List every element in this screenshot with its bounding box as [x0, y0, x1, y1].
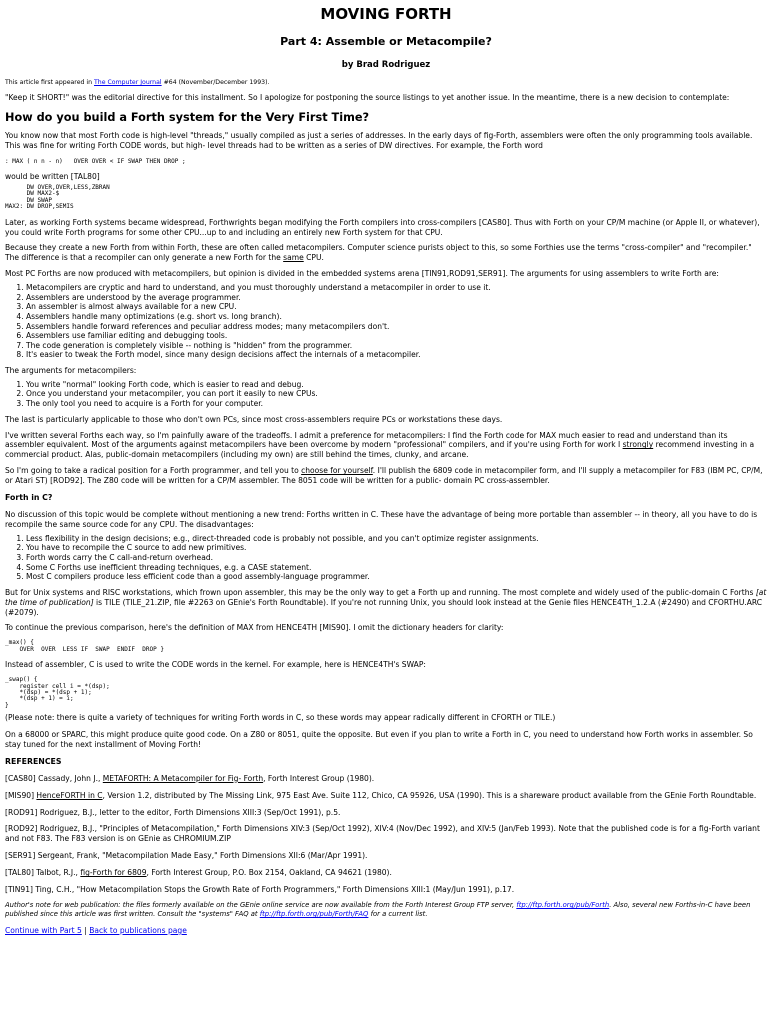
back-to-publications-link[interactable]: Back to publications page [89, 926, 187, 935]
forth-in-c-heading [5, 493, 767, 503]
comparison-paragraph: To continue the previous comparison, here's the definition of MAX from HENCE4TH [MIS90]. I omit the dictionary headers for clarity: [5, 623, 504, 633]
ref-tal80-title: fig-Forth for 6809 [80, 868, 147, 878]
threads-paragraph: You know now that most Forth code is high-level "threads," usually compiled as just a series of addresses. In the early days of fig-Forth, assemblers were often the only programming tools available. This was fine for writing Forth CODE words, but high- level threads had to be written as a series of DW directives. For example, the Forth word [5, 130, 753, 150]
tradeoffs-text-1: I've written several Forths each way, so I'm painfully aware of the tradeoffs. I admit a preference for metacompilers: I find the Forth code for MAX much easier to read and understand than its assembler equivalent. Most of the arguments against metacompilers have been overcome by modern "professional" compilers, and if you're using Forth for work I [5, 430, 728, 450]
section-heading: How do you build a Forth system for the Very First Time? [5, 110, 370, 124]
ref-mis90-text-2: , Version 1.2, distributed by The Missing Link, 975 East Ave. Suite 112, Chico, CA 95926, USA (1990). This is a shareware product available from the GEnie Forth Roundtable. [102, 790, 757, 800]
swap-intro-paragraph: Instead of assembler, C is used to write the CODE words in the kernel. For example, here is HENCE4TH's SWAP: [5, 660, 426, 670]
unix-text-2: is TILE (TILE_21.ZIP, file #2263 on GEnie's Forth Roundtable). If you're not running Unix, you should look instead at the Genie files HENCE4TH_1.2.A (#2490) and CFORTHU.ARC (#2079). [5, 597, 763, 617]
ref-mis90-text-1: [MIS90] [5, 790, 37, 800]
assembler-arguments-list [5, 283, 767, 360]
publication-time-note: [at the time of publication] [5, 587, 767, 607]
unix-text-1: But for Unix systems and RISC workstations, which frown upon assembler, this may be the only way to get a Forth up and running. The most complete and widely used of the public-domain C Forths [5, 587, 756, 597]
metacompilers-text-1: Because they create a new Forth from within Forth, these are often called metacompilers. Computer science purists object to this, so some Forthies use the terms "cross-compiler" and "recompiler." The difference is that a recompiler can only generate a new Forth for the [5, 243, 752, 263]
forth-in-c-label: Forth in C? [5, 493, 53, 503]
last-argument-paragraph: The last is particularly applicable to those who don't own PCs, since most cross-assemblers require PCs or workstations these days. [5, 414, 503, 424]
list-item: 2. You have to recompile the C source to add new primitives. [26, 543, 767, 553]
list-item: 4. Some C Forths use inefficient threading techniques, e.g. a CASE statement. [26, 563, 767, 573]
footer-navigation [5, 926, 767, 935]
metacompilers-paragraph [5, 243, 767, 263]
code-hence4th-swap: _swap() { register cell i = *(dsp); *(dsp) = *(dsp + 1); *(dsp + 1) = i; } [5, 676, 110, 709]
reference-tin91: [TIN91] Ting, C.H., "How Metacompilation Stops the Growth Rate of Forth Programmers," Forth Dimensions XIII:1 (May/Jun 1991), p.17. [5, 885, 515, 895]
references-heading [5, 757, 767, 767]
radical-position-paragraph [5, 466, 767, 486]
unix-paragraph [5, 588, 767, 618]
publication-note [5, 79, 767, 87]
footer-separator: | [81, 926, 90, 935]
list-item: 5. Assemblers handle forward references and peculiar address modes; many metacompilers don't. [26, 322, 767, 332]
author-line: by Brad Rodriguez [341, 60, 431, 70]
tradeoffs-text-2: recommend investing in a commercial product. Alas, public-domain metacompilers (including my own) are still behind the times, clunky, and arcane. [5, 440, 755, 460]
note-text-2: . Also, several new Forths-in-C have been published since this article was first written. Consult the "systems" FAQ at [5, 901, 751, 918]
list-item: 3. The only tool you need to acquire is a Forth for your computer. [26, 399, 767, 409]
metacompiler-arguments-intro: The arguments for metacompilers: [5, 365, 137, 375]
metacompilers-text-2: CPU. [303, 253, 324, 263]
cross-compilers-paragraph: Later, as working Forth systems became widespread, Forthwrights began modifying the Forth compilers into cross-compilers [CAS80]. Thus with Forth on your CP/M machine (or Apple II, or whatever), you could write Forth programs for some other CPU...up to and including an entirely new Forth system for that CPU. [5, 217, 760, 237]
metacompiler-arguments-list [5, 380, 767, 409]
list-item: 3. Forth words carry the C call-and-return overhead. [26, 553, 767, 563]
list-item: 4. Assemblers handle many optimizations (e.g. short vs. long branch). [26, 312, 767, 322]
techniques-note-paragraph: (Please note: there is quite a variety of techniques for writing Forth words in C, so these words may appear radically different in CFORTH or TILE.) [5, 713, 556, 723]
list-item: 2. Once you understand your metacompiler, you can port it easily to new CPUs. [26, 389, 767, 399]
computer-journal-link[interactable]: The Computer Journal [94, 79, 162, 86]
code-hence4th-max: _max() { OVER OVER LESS IF SWAP ENDIF DROP } [5, 639, 164, 653]
code-dw-directives: DW OVER,OVER,LESS,ZBRAN DW MAX2-$ DW SWAP MAX2: DW DROP,SEMIS [5, 184, 110, 211]
ref-cas80-title: METAFORTH: A Metacompiler for Fig- Forth [102, 773, 264, 783]
ftp-faq-link[interactable]: ftp://ftp.forth.org/pub/Forth/FAQ [259, 910, 369, 918]
list-item: 1. Less flexibility in the design decisions; e.g., direct-threaded code is probably not possible, and you can't optimize register assignments. [26, 534, 767, 544]
pc-forths-paragraph: Most PC Forths are now produced with metacompilers, but opinion is divided in the embedded systems arena [TIN91,ROD91,SER91]. The arguments for using assemblers to write Forth are: [5, 269, 719, 279]
reference-cas80 [5, 774, 767, 784]
page-title: MOVING FORTH [320, 5, 452, 23]
written-as-paragraph: would be written [TAL80] [5, 172, 100, 182]
references-label: REFERENCES [5, 756, 62, 766]
list-item: 1. You write "normal" looking Forth code, which is easier to read and debug. [26, 380, 767, 390]
choose-emphasis: choose for yourself [301, 466, 373, 476]
ref-mis90-title: HenceFORTH in C [36, 790, 103, 800]
list-item: 3. An assembler is almost always available for a new CPU. [26, 302, 767, 312]
ref-tal80-text-2: , Forth Interest Group, P.O. Box 2154, Oakland, CA 94621 (1980). [146, 868, 392, 878]
list-item: 7. The code generation is completely visible -- nothing is "hidden" from the programmer. [26, 341, 767, 351]
radical-text-2: . I'll publish the 6809 code in metacompiler form, and I'll supply a metacompiler for F83 (IBM PC, CP/M, or Atari ST) [ROD92]. The Z80 code will be written for a CP/M assembler. The 8051 code will be written for a public- domain PC cross-assembler. [5, 466, 763, 486]
authors-web-note [5, 901, 767, 919]
list-item: 6. Assemblers use familiar editing and debugging tools. [26, 331, 767, 341]
note-text-3: for a current list. [368, 910, 428, 918]
list-item: 5. Most C compilers produce less efficient code than a good assembly-language programmer. [26, 572, 767, 582]
continue-part5-link[interactable]: Continue with Part 5 [5, 926, 82, 935]
list-item: 8. It's easier to tweak the Forth model, since many design decisions affect the internals of a metacompiler. [26, 350, 767, 360]
ref-cas80-text-2: , Forth Interest Group (1980). [263, 773, 375, 783]
page-subtitle: Part 4: Assemble or Metacompile? [280, 35, 492, 48]
article [5, 5, 767, 935]
radical-text-1: So I'm going to take a radical position for a Forth programmer, and tell you to [5, 466, 302, 476]
ref-tal80-text-1: [TAL80] Talbot, R.J., [5, 868, 81, 878]
intro-paragraph: "Keep it SHORT!" was the editorial directive for this installment. So I apologize for postponing the source listings to yet another issue. In the meantime, there is a new decision to contemplate: [5, 93, 730, 102]
reference-rod91: [ROD91] Rodriguez, B.J., letter to the editor, Forth Dimensions XIII:3 (Sep/Oct 1991), p.5. [5, 807, 341, 817]
stay-tuned-paragraph: On a 68000 or SPARC, this might produce quite good code. On a Z80 or 8051, quite the opposite. But even if you plan to write a Forth in C, you need to understand how Forth works in assembler. So stay tuned for the next installment of Moving Forth! [5, 730, 753, 749]
note-text-1: Author's note for web publication: the files formerly available on the GEnie online service are now available from the Forth Interest Group FTP server, [5, 901, 517, 909]
list-item: 1. Metacompilers are cryptic and hard to understand, and you must thoroughly understand a metacompiler in order to use it. [26, 283, 767, 293]
reference-tal80 [5, 868, 767, 878]
ref-cas80-text-1: [CAS80] Cassady, John J., [5, 773, 103, 783]
ftp-forth-link[interactable]: ftp://ftp.forth.org/pub/Forth [516, 901, 610, 909]
reference-ser91: [SER91] Sergeant, Frank, "Metacompilation Made Easy," Forth Dimensions XII:6 (Mar/Apr 1991). [5, 851, 368, 861]
c-disadvantages-list [5, 534, 767, 582]
publication-note-suffix: #64 (November/December 1993). [161, 79, 270, 86]
reference-rod92: [ROD92] Rodriguez, B.J., "Principles of Metacompilation," Forth Dimensions XIV:3 (Sep/Oct 1992), XIV:4 (Nov/Dec 1992), and XIV:5 (Jan/Feb 1993). Note that the published code is for a fig-Forth variant and not F83. The F83 version is on GEnie as CHROMIUM.ZIP [5, 824, 760, 844]
list-item: 2. Assemblers are understood by the average programmer. [26, 293, 767, 303]
reference-mis90 [5, 791, 767, 801]
same-emphasis: same [283, 253, 304, 263]
strongly-emphasis: strongly [622, 440, 654, 450]
tradeoffs-paragraph [5, 431, 767, 461]
publication-note-prefix: This article first appeared in [5, 79, 95, 86]
forths-in-c-paragraph: No discussion of this topic would be complete without mentioning a new trend: Forths written in C. These have the advantage of being more portable than assembler -- in theory, all you have to do is recompile the same source code for any CPU. The disadvantages: [5, 509, 758, 529]
code-max-definition: : MAX ( n n - n) OVER OVER < IF SWAP THEN DROP ; [5, 157, 186, 165]
